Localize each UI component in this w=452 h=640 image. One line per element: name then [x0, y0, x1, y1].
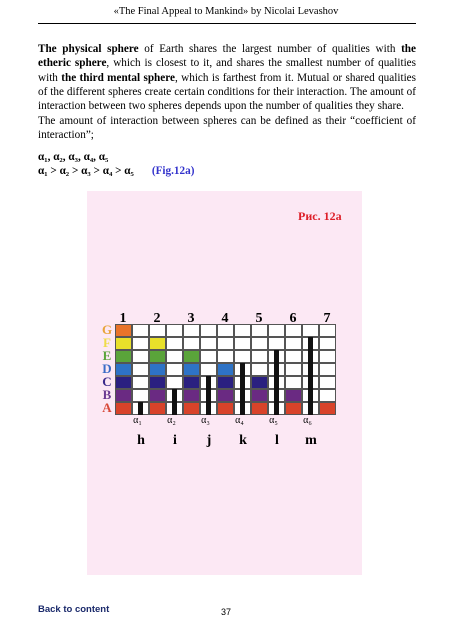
grid-cell — [149, 363, 166, 376]
alpha-label: α₆ — [303, 415, 312, 426]
para1-text3: , which is farthest from it. Mutual or shared qualities of the different spheres create certain conditions for their interaction. The amount of interaction between two spheres depends upon the number of qualities they share. — [38, 71, 416, 113]
grid-cell — [115, 363, 132, 376]
row-letter: F — [103, 335, 111, 350]
grid-cell — [319, 350, 336, 363]
grid-cell — [149, 376, 166, 389]
grid-cell — [183, 363, 200, 376]
grid-cell — [285, 402, 302, 415]
grid-cell — [251, 376, 268, 389]
grid-cell — [132, 337, 149, 350]
grid-cell — [251, 389, 268, 402]
grid-cell — [115, 337, 132, 350]
alpha-label: α₁ — [133, 415, 142, 426]
row-letter: B — [102, 387, 112, 402]
grid-cell — [149, 350, 166, 363]
bottom-letter: m — [305, 433, 317, 448]
grid-cell — [200, 363, 217, 376]
alpha-inequality: α₁ > α₂ > α₃ > α₄ > α₅ — [38, 164, 134, 177]
row-letter: G — [101, 322, 113, 337]
grid-cell — [251, 363, 268, 376]
grid-cell — [183, 389, 200, 402]
column-number: 3 — [187, 311, 195, 326]
grid-cell — [217, 363, 234, 376]
grid-cell — [319, 402, 336, 415]
grid-cell — [166, 350, 183, 363]
para1-text2: , which is closest to it, and shares the smallest number of qualities with — [38, 57, 416, 84]
grid-cell — [217, 402, 234, 415]
interaction-bar — [138, 402, 143, 415]
grid-cell — [217, 389, 234, 402]
page-header: «The Final Appeal to Mankind» by Nicolai Levashov — [113, 6, 339, 17]
grid-cell — [268, 337, 285, 350]
alpha-list — [38, 151, 194, 178]
grid-cell — [132, 389, 149, 402]
bottom-letter: l — [275, 433, 279, 448]
interaction-bar — [308, 337, 313, 415]
grid-cell — [319, 337, 336, 350]
grid-cell — [200, 350, 217, 363]
row-letter: D — [102, 361, 112, 376]
alpha-label: α₄ — [235, 415, 244, 426]
grid-cell — [251, 402, 268, 415]
alpha-label: α₃ — [201, 415, 210, 426]
bottom-letter: k — [239, 433, 247, 448]
row-letter: C — [102, 374, 112, 389]
grid-cell — [251, 350, 268, 363]
figure-reference-link[interactable]: (Fig.12a) — [151, 164, 195, 177]
grid-cell — [285, 337, 302, 350]
grid-cell — [183, 402, 200, 415]
para1-text1: of Earth shares the largest number of qualities with — [138, 43, 402, 55]
grid-cell — [217, 350, 234, 363]
bold-third-mental-sphere: the third mental sphere — [61, 71, 175, 84]
grid-cell — [115, 350, 132, 363]
alpha-label: α₂ — [167, 415, 176, 426]
grid-cell — [285, 376, 302, 389]
grid-cell — [132, 376, 149, 389]
grid-cell — [319, 363, 336, 376]
row-letter: E — [102, 348, 112, 363]
alpha-list-line2 — [38, 165, 194, 179]
grid-cell — [234, 350, 251, 363]
paragraph-physical-sphere — [38, 42, 416, 113]
alpha-label: α₅ — [269, 415, 278, 426]
grid-cell — [149, 389, 166, 402]
grid-cell — [217, 376, 234, 389]
interaction-bar — [206, 376, 211, 415]
figure-12a — [87, 191, 362, 575]
grid-cell — [234, 337, 251, 350]
grid-cell — [132, 350, 149, 363]
grid-cell — [115, 376, 132, 389]
grid-cell — [285, 350, 302, 363]
grid-cell — [132, 363, 149, 376]
back-to-content-link[interactable]: Back to content — [38, 604, 110, 615]
grid-cell — [115, 389, 132, 402]
column-number: 7 — [323, 311, 331, 326]
grid-cell — [200, 337, 217, 350]
alpha-list-line1: α₁, α₂, α₃, α₄, α₅ — [38, 151, 109, 163]
grid-cell — [149, 402, 166, 415]
row-letter: A — [102, 400, 112, 415]
grid-cell — [251, 337, 268, 350]
bottom-letter: j — [206, 433, 212, 448]
grid-cell — [166, 337, 183, 350]
column-number: 4 — [221, 311, 229, 326]
column-number: 1 — [119, 311, 127, 326]
interaction-bar — [274, 350, 279, 415]
column-number: 6 — [289, 311, 297, 326]
grid-cell — [319, 376, 336, 389]
grid-cell — [319, 389, 336, 402]
grid-cell — [166, 363, 183, 376]
grid-cell — [115, 402, 132, 415]
grid-cell — [183, 337, 200, 350]
interaction-bar — [240, 363, 245, 415]
grid-cell — [183, 376, 200, 389]
column-number: 5 — [255, 311, 263, 326]
grid-cell — [285, 389, 302, 402]
page-number: 37 — [220, 607, 231, 617]
bold-etheric-sphere: the etheric sphere — [38, 43, 416, 70]
paragraph-coefficient: The amount of interaction between spheres can be defined as their “coefficient of interaction”; — [38, 115, 416, 142]
grid-cell — [285, 363, 302, 376]
grid-cell — [166, 376, 183, 389]
grid-cell — [217, 337, 234, 350]
interaction-bar — [172, 389, 177, 415]
figure-caption: Рис. 12а — [298, 209, 342, 223]
bottom-letter: h — [137, 433, 145, 448]
bottom-letter: i — [173, 433, 177, 448]
grid-cell — [149, 337, 166, 350]
header-rule — [38, 23, 416, 24]
column-number: 2 — [153, 311, 161, 326]
bold-physical-sphere: The physical sphere — [38, 43, 139, 55]
grid-cell — [183, 350, 200, 363]
